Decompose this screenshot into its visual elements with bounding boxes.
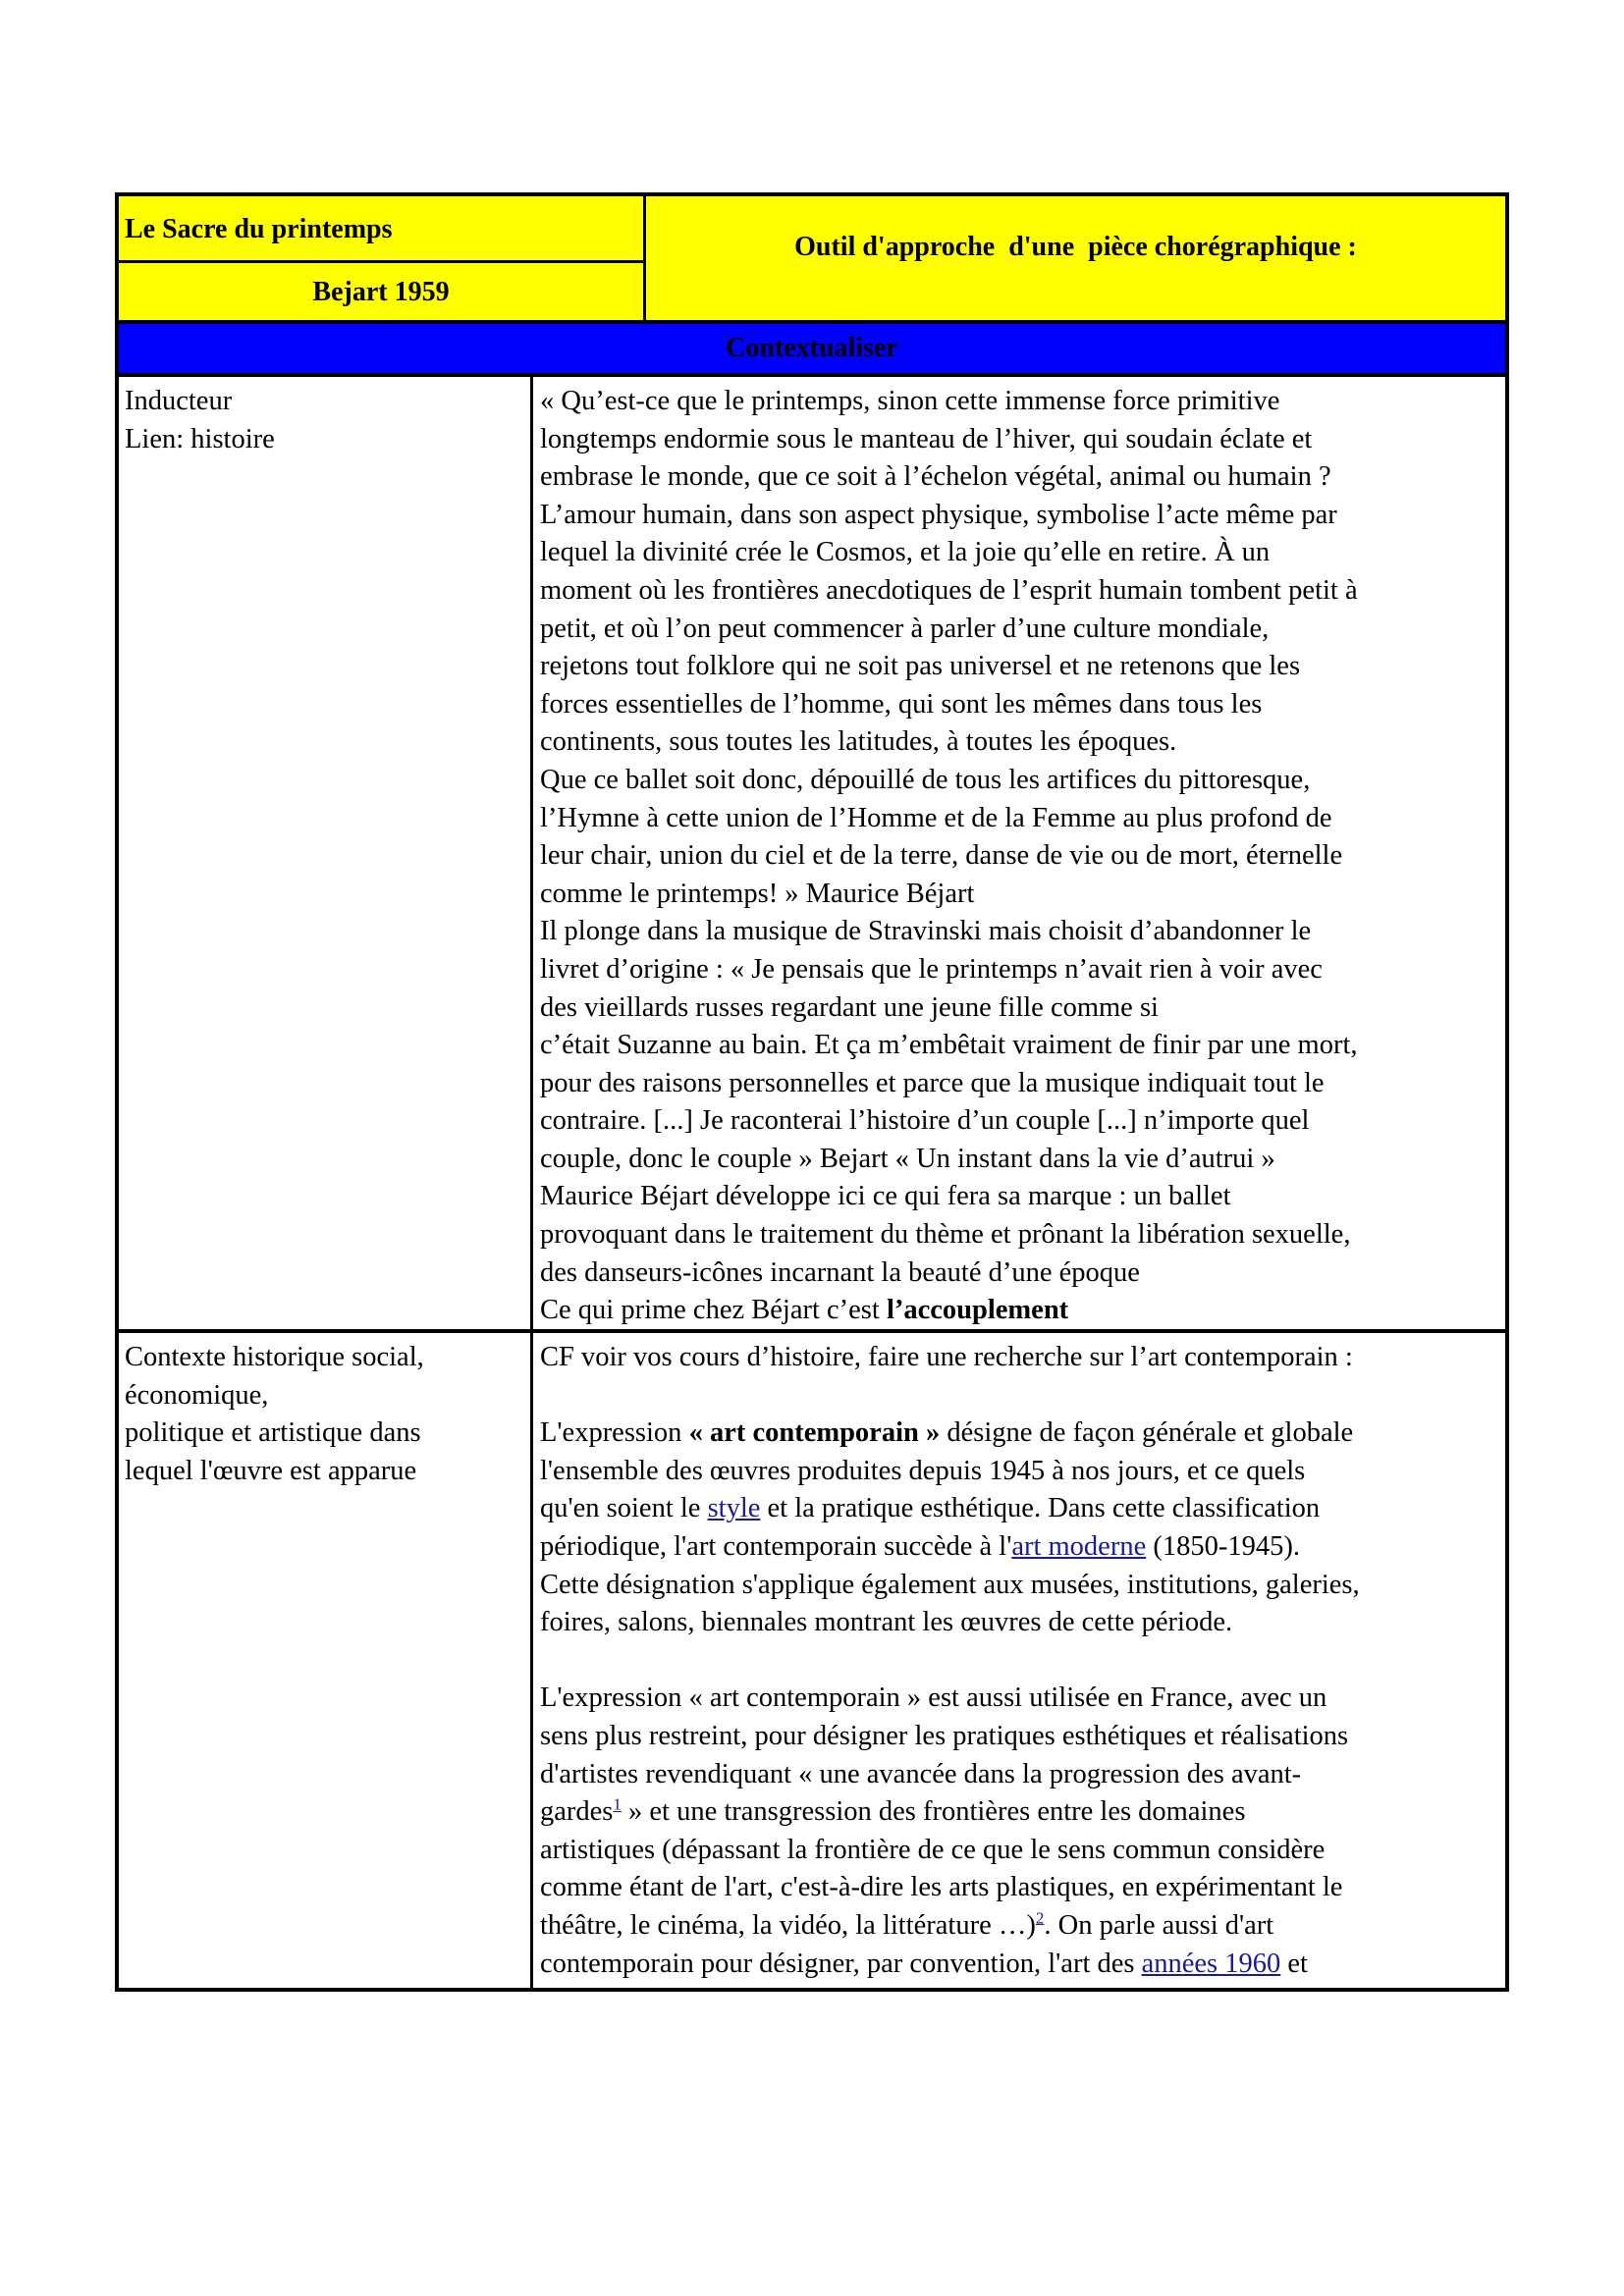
text-run: théâtre, le cinéma, la vidéo, la littérature …): [540, 1909, 1036, 1941]
content-line: comme étant de l'art, c'est-à-dire les arts plastiques, en expérimentant le: [540, 1872, 1343, 1903]
text-run: désigne de façon générale et globale: [940, 1417, 1354, 1449]
content-line: Cette désignation s'applique également aux musées, institutions, galeries,: [540, 1569, 1360, 1600]
conclusion-text: Ce qui prime chez Béjart c’est: [540, 1295, 887, 1326]
intro-line: CF voir vos cours d’histoire, faire une recherche sur l’art contemporain :: [540, 1342, 1353, 1372]
content-line: des vieillards russes regardant une jeune fille comme si: [540, 991, 1159, 1023]
footnote-link-1[interactable]: 1: [613, 1794, 622, 1814]
content-line: rejetons tout folklore qui ne soit pas universel et ne retenons que les: [540, 651, 1301, 682]
content-line: livret d’origine : « Je pensais que le printemps n’avait rien à voir avec: [540, 953, 1323, 985]
content-line: artistiques (dépassant la frontière de ce que le sens commun considère: [540, 1834, 1326, 1865]
row-label-line: économique,: [125, 1379, 269, 1411]
content-line-conclusion: [540, 1292, 1499, 1329]
row-label-line: Inducteur: [125, 386, 233, 416]
footnote-link-2[interactable]: 2: [1035, 1908, 1045, 1928]
content-line: sens plus restreint, pour désigner les pratiques esthétiques et réalisations: [540, 1720, 1349, 1751]
row-label-line: politique et artistique dans: [125, 1417, 421, 1449]
content-line: petit, et où l’on peut commencer à parler d’une culture mondiale,: [540, 613, 1270, 644]
link-art-moderne[interactable]: art moderne: [1011, 1530, 1147, 1562]
content-line: l’Hymne à cette union de l’Homme et de la Femme au plus profond de: [540, 802, 1332, 833]
link-annees-1960[interactable]: années 1960: [1141, 1948, 1281, 1979]
blank-line: [540, 1642, 1499, 1681]
row-label-line: Lien: histoire: [125, 423, 275, 454]
conclusion-keyword: l’accouplement: [886, 1295, 1069, 1326]
row-label-line: lequel l'œuvre est apparue: [125, 1455, 417, 1486]
content-line: provoquant dans le traitement du thème et prônant la libération sexuelle,: [540, 1219, 1351, 1251]
choreographer-year: Bejart 1959: [312, 277, 450, 307]
row-label-cell: [119, 1333, 533, 1988]
row-label-line: Contexte historique social,: [125, 1342, 424, 1372]
blank-line: [540, 1377, 1499, 1415]
content-line: embrase le monde, que ce soit à l’échelon végétal, animal ou humain ?: [540, 461, 1331, 493]
content-line: Il plonge dans la musique de Stravinski mais choisit d’abandonner le: [540, 916, 1312, 947]
content-line: contraire. [...] Je raconterai l’histoire d’un couple [...] n’importe quel: [540, 1105, 1310, 1137]
text-run: . On parle aussi d'art: [1044, 1909, 1274, 1941]
table-row-inducteur: [119, 377, 1505, 1333]
approach-table: [115, 192, 1509, 1992]
content-line: d'artistes revendiquant « une avancée dans la progression des avant-: [540, 1758, 1302, 1789]
content-line: des danseurs-icônes incarnant la beauté d’une époque: [540, 1256, 1140, 1288]
content-line: couple, donc le couple » Bejart « Un instant dans la vie d’autrui »: [540, 1143, 1275, 1174]
content-line: [540, 1793, 1499, 1832]
content-line: comme le printemps! » Maurice Béjart: [540, 878, 975, 909]
text-run: (1850-1945).: [1146, 1530, 1300, 1562]
tool-title: Outil d'approche d'une pièce chorégraphique :: [794, 232, 1357, 262]
content-line: [540, 1490, 1499, 1528]
content-line: [540, 1528, 1499, 1567]
row-content-cell: [533, 377, 1505, 1329]
header-left: [119, 196, 646, 320]
content-line: c’était Suzanne au bain. Et ça m’embêtait vraiment de finir par une mort,: [540, 1030, 1358, 1061]
text-run: L'expression: [540, 1417, 689, 1449]
text-run: gardes: [540, 1796, 614, 1828]
content-line: Que ce ballet soit donc, dépouillé de tous les artifices du pittoresque,: [540, 764, 1311, 795]
text-run: périodique, l'art contemporain succède à l': [540, 1530, 1012, 1562]
content-line: continents, sous toutes les latitudes, à toutes les époques.: [540, 726, 1177, 758]
content-line: longtemps endormie sous le manteau de l’hiver, qui soudain éclate et: [540, 423, 1313, 454]
work-title: Le Sacre du printemps: [119, 196, 643, 263]
row-label-cell: [119, 377, 533, 1329]
content-line: « Qu’est-ce que le printemps, sinon cette immense force primitive: [540, 386, 1280, 416]
content-line: l'ensemble des œuvres produites depuis 1945 à nos jours, et ce quels: [540, 1455, 1306, 1486]
text-run: contemporain pour désigner, par convention, l'art des: [540, 1948, 1142, 1979]
content-line: moment où les frontières anecdotiques de l’esprit humain tombent petit à: [540, 574, 1358, 606]
content-line: forces essentielles de l’homme, qui sont les mêmes dans tous les: [540, 688, 1263, 720]
text-run: qu'en soient le: [540, 1493, 708, 1524]
content-line: L'expression « art contemporain » est aussi utilisée en France, avec un: [540, 1682, 1327, 1714]
content-line: [540, 1907, 1499, 1946]
table-header: [119, 196, 1505, 324]
content-line: [540, 1946, 1499, 1984]
content-line: [540, 1415, 1499, 1453]
content-line: Maurice Béjart développe ici ce qui fera sa marque : un ballet: [540, 1181, 1231, 1212]
link-style[interactable]: style: [707, 1493, 761, 1524]
content-line: lequel la divinité crée le Cosmos, et la joie qu’elle en retire. À un: [540, 537, 1271, 568]
text-run: et la pratique esthétique. Dans cette classification: [760, 1493, 1321, 1524]
term-art-contemporain: « art contemporain »: [688, 1417, 941, 1449]
section-band-contextualiser: Contextualiser: [119, 324, 1505, 377]
text-run: et: [1280, 1948, 1308, 1979]
row-content-cell: [533, 1333, 1505, 1988]
text-run: » et une transgression des frontières entre les domaines: [621, 1796, 1246, 1828]
table-row-contexte: [119, 1333, 1505, 1988]
content-line: pour des raisons personnelles et parce que la musique indiquait tout le: [540, 1067, 1325, 1098]
content-line: leur chair, union du ciel et de la terre, danse de vie ou de mort, éternelle: [540, 840, 1343, 872]
content-line: foires, salons, biennales montrant les œuvres de cette période.: [540, 1607, 1233, 1638]
content-line: L’amour humain, dans son aspect physique, symbolise l’acte même par: [540, 499, 1337, 530]
